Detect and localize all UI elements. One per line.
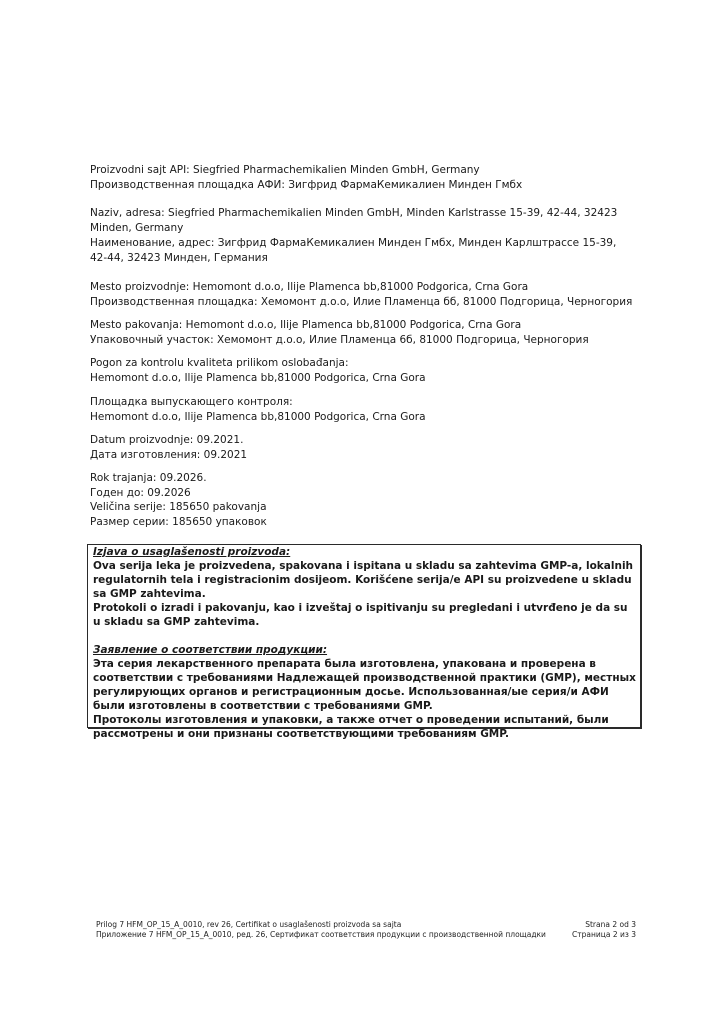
- name-address-section: [90, 206, 650, 266]
- packaging-site-sr: Mesto pakovanja: Hemomont d.o.o, Ilije Plamenca bb,81000 Podgorica, Crna Gora: [90, 319, 522, 331]
- compliance-spacer: [93, 629, 640, 643]
- manufacture-date-ru: Дата изготовления: 09.2021: [90, 449, 248, 461]
- production-site-sr: Mesto proizvodnje: Hemomont d.o.o, Ilije Plamenca bb,81000 Podgorica, Crna Gora: [90, 281, 529, 293]
- footer-row-ru: [96, 930, 636, 940]
- footer-doc-ref-sr: Prilog 7 HFM_OP_15_A_0010, rev 26, Certifikat o usaglašenosti proizvoda sa sajta: [96, 920, 402, 929]
- release-control-sr-address: Hemomont d.o.o, Ilije Plamenca bb,81000 Podgorica, Crna Gora: [90, 372, 426, 384]
- batch-size-section: [90, 500, 650, 530]
- compliance-ru-line: рассмотрены и они признаны соответствующими требованиям GMP.: [93, 728, 510, 740]
- release-control-section: [90, 356, 650, 386]
- footer-row-sr: [96, 920, 636, 930]
- expiry-sr: Rok trajanja: 09.2026.: [90, 472, 207, 484]
- page-footer: [96, 920, 636, 940]
- manufacture-date-sr: Datum proizvodnje: 09.2021.: [90, 434, 244, 446]
- name-address-ru: Наименование, адрес: Зигфрид ФармаКемикалиен Минден Гмбх, Минден Карлштрассе 15-39,: [90, 237, 617, 249]
- compliance-sr-line: regulatornih tela i registracionim dosijeom. Korišćene serija/e API su proizvedene u skladu: [93, 574, 632, 586]
- compliance-sr-line: Protokoli o izradi i pakovanju, kao i izveštaj o ispitivanju su pregledani i utvrđeno je da su: [93, 602, 628, 614]
- name-address-sr: Naziv, adresa: Siegfried Pharmachemikalien Minden GmbH, Minden Karlstrasse 15-39, 42-44, 32423: [90, 207, 618, 219]
- release-control-sr-label: Pogon za kontrolu kvaliteta prilikom oslobađanja:: [90, 357, 349, 369]
- compliance-ru-line: соответствии с требованиями Надлежащей производственной практики (GMP), местных: [93, 672, 636, 684]
- compliance-ru-line: регулирующих органов и регистрационным досье. Использованная/ые серия/и АФИ: [93, 686, 609, 698]
- compliance-ru-line: Протоколы изготовления и упаковки, а также отчет о проведении испытаний, были: [93, 714, 609, 726]
- api-site-ru: Производственная площадка АФИ: Зигфрид ФармаКемикалиен Минден Гмбх: [90, 179, 523, 191]
- name-address-sr-cont: Minden, Germany: [90, 222, 184, 234]
- api-site-section: [90, 163, 650, 193]
- expiry-ru: Годен до: 09.2026: [90, 487, 191, 499]
- release-control-ru-address: Hemomont d.o.o, Ilije Plamenca bb,81000 Podgorica, Crna Gora: [90, 411, 426, 423]
- compliance-ru-line: были изготовлены в соответствии с требованиями GMP.: [93, 700, 433, 712]
- release-control-ru-section: [90, 395, 650, 425]
- expiry-section: [90, 471, 650, 501]
- batch-size-ru: Размер серии: 185650 упаковок: [90, 516, 267, 528]
- production-site-section: [90, 280, 650, 310]
- production-site-ru: Производственная площадка: Хемомонт д.о.о, Илие Пламенца бб, 81000 Подгорица, Черногория: [90, 296, 633, 308]
- footer-page-number-sr: Strana 2 od 3: [585, 920, 636, 929]
- api-site-sr: Proizvodni sajt API: Siegfried Pharmachemikalien Minden GmbH, Germany: [90, 164, 480, 176]
- compliance-sr-line: Ova serija leka je proizvedena, spakovana i ispitana u skladu sa zahtevima GMP-a, lokalnih: [93, 560, 634, 572]
- compliance-heading-sr: Izjava o usaglašenosti proizvoda:: [93, 546, 291, 558]
- name-address-ru-cont: 42-44, 32423 Минден, Германия: [90, 252, 268, 264]
- release-control-ru-label: Площадка выпускающего контроля:: [90, 396, 293, 408]
- footer-page-number-ru: Страница 2 из 3: [572, 930, 636, 939]
- batch-size-sr: Veličina serije: 185650 pakovanja: [90, 501, 267, 513]
- compliance-ru-line: Эта серия лекарственного препарата была изготовлена, упакована и проверена в: [93, 658, 596, 670]
- manufacture-date-section: [90, 433, 650, 463]
- compliance-statement-box: [87, 544, 641, 740]
- packaging-site-section: [90, 318, 650, 348]
- compliance-sr-line: sa GMP zahtevima.: [93, 588, 206, 600]
- compliance-sr-line: u skladu sa GMP zahtevima.: [93, 616, 260, 628]
- compliance-heading-ru: Заявление о соответствии продукции:: [93, 644, 328, 656]
- packaging-site-ru: Упаковочный участок: Хемомонт д.о.о, Илие Пламенца 6б, 81000 Подгорица, Черногория: [90, 334, 589, 346]
- footer-doc-ref-ru: Приложение 7 HFM_OP_15_A_0010, ред. 26, Сертификат соответствия продукции с производственной площадки: [96, 930, 546, 939]
